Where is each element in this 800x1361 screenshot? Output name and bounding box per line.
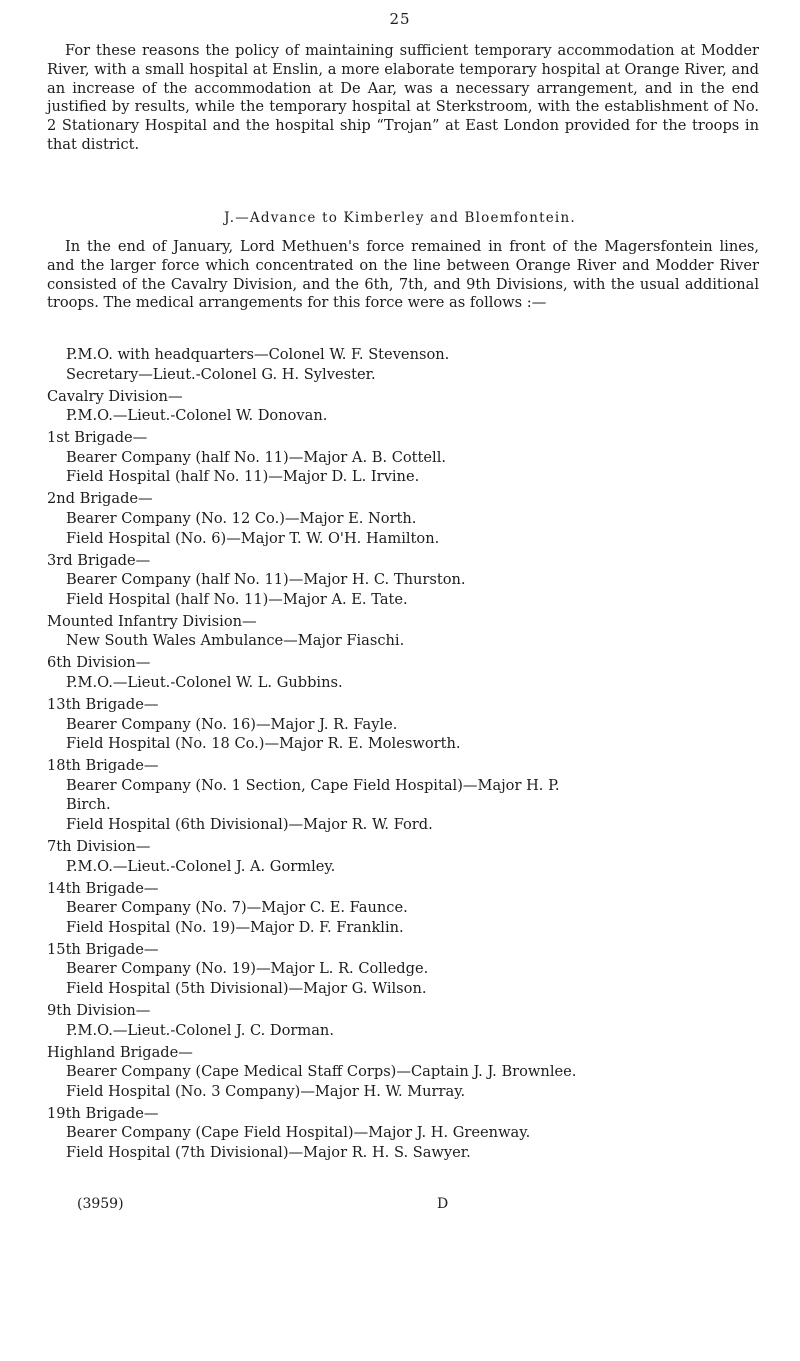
- list-entry: P.M.O.—Lieut.-Colonel J. C. Dorman.: [66, 1021, 334, 1039]
- list-entry: Bearer Company (half No. 11)—Major H. C. Thurston.: [66, 571, 466, 589]
- list-entry: Bearer Company (No. 12 Co.)—Major E. North.: [66, 510, 417, 527]
- list-entry: Field Hospital (No. 19)—Major D. F. Franklin.: [66, 918, 404, 936]
- list-entry: Bearer Company (Cape Field Hospital)—Major J. H. Greenway.: [66, 1124, 531, 1142]
- list-entry: Bearer Company (No. 7)—Major C. E. Faunce.: [66, 899, 408, 917]
- list-entry: Bearer Company (half No. 11)—Major A. B. Cottell.: [66, 448, 447, 466]
- list-heading: Highland Brigade—: [47, 1043, 193, 1061]
- list-heading: 7th Division—: [47, 838, 151, 855]
- list-entry: Field Hospital (half No. 11)—Major A. E. Tate.: [66, 590, 408, 608]
- list-entry: Field Hospital (5th Divisional)—Major G. Wilson.: [66, 980, 427, 997]
- list-entry: Bearer Company (No. 19)—Major L. R. Colledge.: [66, 960, 429, 978]
- list-entry: Field Hospital (half No. 11)—Major D. L. Irvine.: [66, 468, 420, 486]
- list-heading: 3rd Brigade—: [47, 551, 151, 569]
- list-entry: Field Hospital (No. 6)—Major T. W. O'H. Hamilton.: [66, 529, 440, 547]
- list-entry: Field Hospital (No. 18 Co.)—Major R. E. Molesworth.: [66, 735, 461, 753]
- list-heading: 18th Brigade—: [47, 757, 159, 775]
- list-heading: 15th Brigade—: [47, 940, 159, 958]
- list-entry: Birch.: [66, 796, 111, 814]
- list-entry: Bearer Company (No. 16)—Major J. R. Fayle.: [66, 715, 398, 733]
- printer-signature: (3959): [77, 1196, 124, 1212]
- list-heading: 1st Brigade—: [47, 429, 148, 447]
- list-heading: 9th Division—: [47, 1002, 151, 1019]
- page-number: 25: [389, 10, 411, 28]
- section-paragraph: In the end of January, Lord Methuen's force remained in front of the Magersfontein lines, and the larger force which concentrated on the line between Orange River and Modder River consisted of the Cavalry Division, and the 6th, 7th, and 9th Divisions, with the usual additional troops. The medical arrangements for this force were as follows :—: [47, 238, 759, 312]
- list-entry: Field Hospital (6th Divisional)—Major R. W. Ford.: [66, 816, 433, 833]
- list-heading: 14th Brigade—: [47, 879, 159, 897]
- list-entry: Secretary—Lieut.-Colonel G. H. Sylvester.: [66, 365, 376, 383]
- sheet-letter: D: [437, 1196, 449, 1212]
- list-heading: 2nd Brigade—: [47, 490, 153, 508]
- list-heading: 13th Brigade—: [47, 696, 159, 713]
- section-heading: J.—Advance to Kimberley and Bloemfontein.: [224, 210, 576, 226]
- list-entry: Bearer Company (Cape Medical Staff Corps)—Captain J. J. Brownlee.: [66, 1063, 577, 1081]
- list-heading: 19th Brigade—: [47, 1104, 159, 1122]
- list-heading: Mounted Infantry Division—: [47, 612, 257, 630]
- list-entry: Bearer Company (No. 1 Section, Cape Field Hospital)—Major H. P.: [66, 776, 560, 794]
- list-entry: P.M.O.—Lieut.-Colonel J. A. Gormley.: [66, 857, 336, 875]
- list-entry: New South Wales Ambulance—Major Fiaschi.: [66, 632, 405, 650]
- list-entry: P.M.O.—Lieut.-Colonel W. L. Gubbins.: [66, 674, 343, 691]
- list-entry: P.M.O. with headquarters—Colonel W. F. Stevenson.: [66, 346, 450, 363]
- list-heading: 6th Division—: [47, 654, 151, 672]
- list-entry: Field Hospital (7th Divisional)—Major R. H. S. Sawyer.: [66, 1144, 471, 1161]
- list-entry: P.M.O.—Lieut.-Colonel W. Donovan.: [66, 407, 328, 425]
- intro-paragraph: For these reasons the policy of maintaining sufficient temporary accommodation at Modder River, with a small hospital at Enslin, a more elaborate temporary hospital at Orange River, and an increase of the accommodation at De Aar, was a necessary arrangement, and in the end justified by results, while the temporary hospital at Sterkstroom, with the establishment of No. 2 Stationary Hospital and the hospital ship “Trojan” at East London provided for the troops in that district.: [47, 42, 759, 153]
- list-heading: Cavalry Division—: [47, 387, 183, 405]
- list-entry: Field Hospital (No. 3 Company)—Major H. W. Murray.: [66, 1082, 466, 1100]
